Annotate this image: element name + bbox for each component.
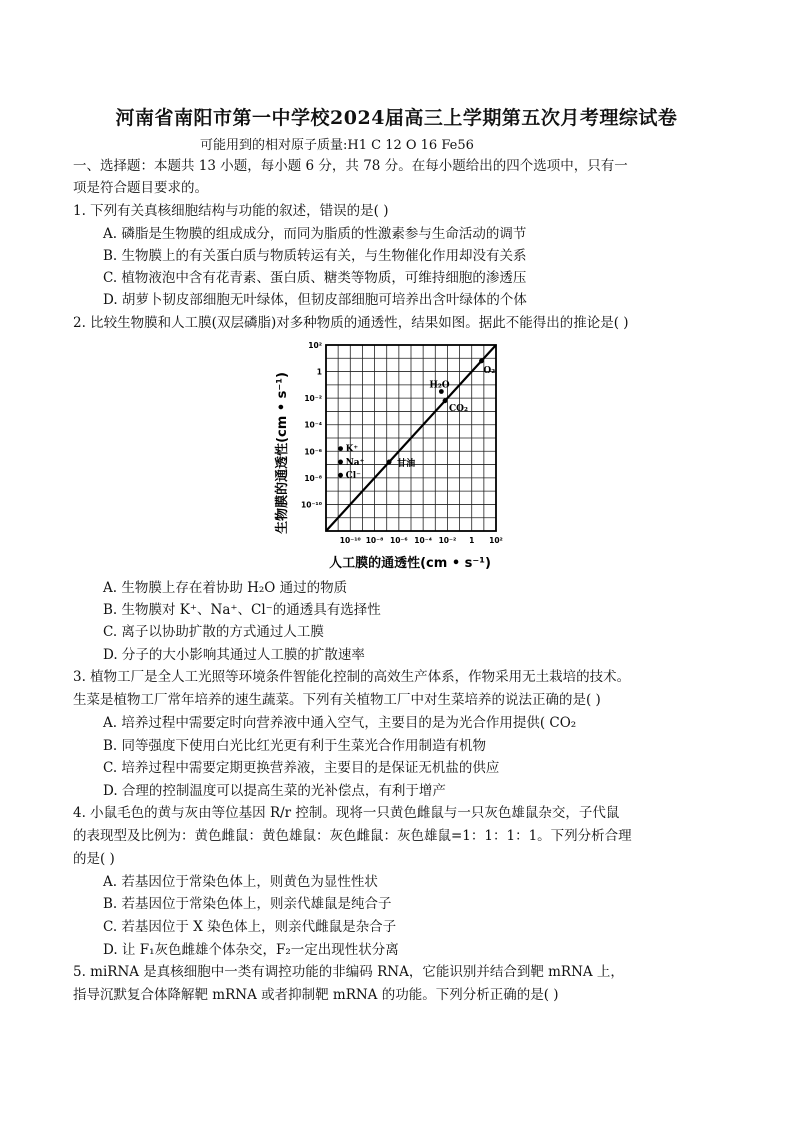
q3-option-a: A. 培养过程中需要定时向营养液中通入空气，主要目的是为光合作用提供( CO₂ <box>103 715 577 731</box>
page-title: 河南省南阳市第一中学校2024届高三上学期第五次月考理综试卷 <box>115 107 678 129</box>
data-point-label: H₂O <box>429 380 450 391</box>
q3-option-d: D. 合理的控制温度可以提高生菜的光补偿点，有利于增产 <box>103 783 446 799</box>
x-tick-label: 10⁻¹⁰ <box>339 536 361 545</box>
q2-stem: 2. 比较生物膜和人工膜(双层磷脂)对多种物质的通透性，结果如图。据此不能得出的推论是( ) <box>73 315 629 331</box>
q1-option-b: B. 生物膜上的有关蛋白质与物质转运有关，与生物催化作用却没有关系 <box>103 248 527 264</box>
q4-stem-line2: 的表现型及比例为：黄色雌鼠：黄色雄鼠：灰色雌鼠：灰色雄鼠=1：1：1：1。下列分析合理 <box>73 828 632 844</box>
q3-option-c: C. 培养过程中需要定期更换营养液，主要目的是保证无机盐的供应 <box>103 760 500 776</box>
section-heading-line1: 一、选择题：本题共 13 小题，每小题 6 分，共 78 分。在每小题给出的四个选项中，只有一 <box>73 158 628 174</box>
data-point <box>338 473 343 478</box>
data-point-label: 甘油 <box>397 458 416 469</box>
data-point-label: CO₂ <box>449 403 468 414</box>
data-point <box>443 398 448 403</box>
y-tick-label: 10⁻⁴ <box>304 420 322 430</box>
q5-stem-line2: 指导沉默复合体降解靶 mRNA 或者抑制靶 mRNA 的功能。下列分析正确的是( ) <box>73 987 559 1003</box>
q2-option-c: C. 离子以协助扩散的方式通过人工膜 <box>103 624 324 640</box>
x-tick-label: 10⁻⁴ <box>414 536 432 545</box>
data-point-label: K⁺ <box>345 444 359 455</box>
data-point-label: Na⁺ <box>345 457 365 468</box>
y-tick-label: 1 <box>316 367 322 377</box>
q4-option-a: A. 若基因位于常染色体上，则黄色为显性性状 <box>103 874 378 890</box>
permeability-chart <box>270 337 530 577</box>
q4-stem-line1: 4. 小鼠毛色的黄与灰由等位基因 R/r 控制。现将一只黄色雌鼠与一只灰色雄鼠杂交，子代鼠 <box>73 805 620 821</box>
x-tick-label: 1 <box>469 536 475 545</box>
permeability-chart-svg <box>270 337 530 577</box>
chart-y-axis-label: 生物膜的通透性(cm • s⁻¹) <box>275 372 290 534</box>
y-tick-label: 10² <box>308 341 322 350</box>
atomic-mass-note: 可能用到的相对原子质量:H1 C 12 O 16 Fe56 <box>200 138 474 153</box>
q2-option-d: D. 分子的大小影响其通过人工膜的扩散速率 <box>103 647 365 663</box>
q2-option-a: A. 生物膜上存在着协助 H₂O 通过的物质 <box>103 580 348 596</box>
q2-option-b: B. 生物膜对 K⁺、Na⁺、Cl⁻的通透具有选择性 <box>103 602 381 618</box>
q1-option-a: A. 磷脂是生物膜的组成成分，而同为脂质的性激素参与生命活动的调节 <box>103 226 527 242</box>
x-tick-label: 10⁻⁸ <box>365 536 384 545</box>
x-tick-label: 10⁻⁶ <box>390 536 408 545</box>
q1-stem: 1. 下列有关真核细胞结构与功能的叙述，错误的是( ) <box>73 203 389 219</box>
data-point <box>479 359 484 364</box>
data-point <box>387 460 392 465</box>
y-tick-label: 10⁻⁸ <box>304 473 322 483</box>
section-heading-line2: 项是符合题目要求的。 <box>73 180 208 196</box>
x-tick-label: 10² <box>489 536 503 545</box>
data-point-label: O₂ <box>483 365 496 376</box>
y-tick-label: 10⁻¹⁰ <box>301 500 322 510</box>
q1-option-c: C. 植物液泡中含有花青素、蛋白质、糖类等物质，可维持细胞的渗透压 <box>103 270 527 286</box>
q3-option-b: B. 同等强度下使用白光比红光更有利于生菜光合作用制造有机物 <box>103 738 487 754</box>
data-point-label: Cl⁻ <box>345 471 361 482</box>
q4-stem-line3: 的是( ) <box>73 851 115 867</box>
chart-x-axis-label: 人工膜的通透性(cm • s⁻¹) <box>329 556 491 571</box>
q3-stem-line2: 生菜是植物工厂常年培养的速生蔬菜。下列有关植物工厂中对生菜培养的说法正确的是( ) <box>73 692 601 708</box>
x-tick-label: 10⁻² <box>438 536 457 545</box>
q1-option-d: D. 胡萝卜韧皮部细胞无叶绿体，但韧皮部细胞可培养出含叶绿体的个体 <box>103 292 527 308</box>
y-tick-label: 10⁻⁶ <box>304 447 322 457</box>
data-point <box>338 460 343 465</box>
q3-stem-line1: 3. 植物工厂是全人工光照等环境条件智能化控制的高效生产体系，作物采用无土栽培的技术。 <box>73 669 631 685</box>
q4-option-d: D. 让 F₁灰色雌雄个体杂交，F₂一定出现性状分离 <box>103 942 399 958</box>
q5-stem-line1: 5. miRNA 是真核细胞中一类有调控功能的非编码 RNA，它能识别并结合到靶 mRNA 上， <box>73 964 624 980</box>
q4-option-b: B. 若基因位于常染色体上，则亲代雄鼠是纯合子 <box>103 896 392 912</box>
y-tick-label: 10⁻² <box>304 394 322 404</box>
q4-option-c: C. 若基因位于 X 染色体上，则亲代雌鼠是杂合子 <box>103 919 397 935</box>
data-point <box>338 446 343 451</box>
